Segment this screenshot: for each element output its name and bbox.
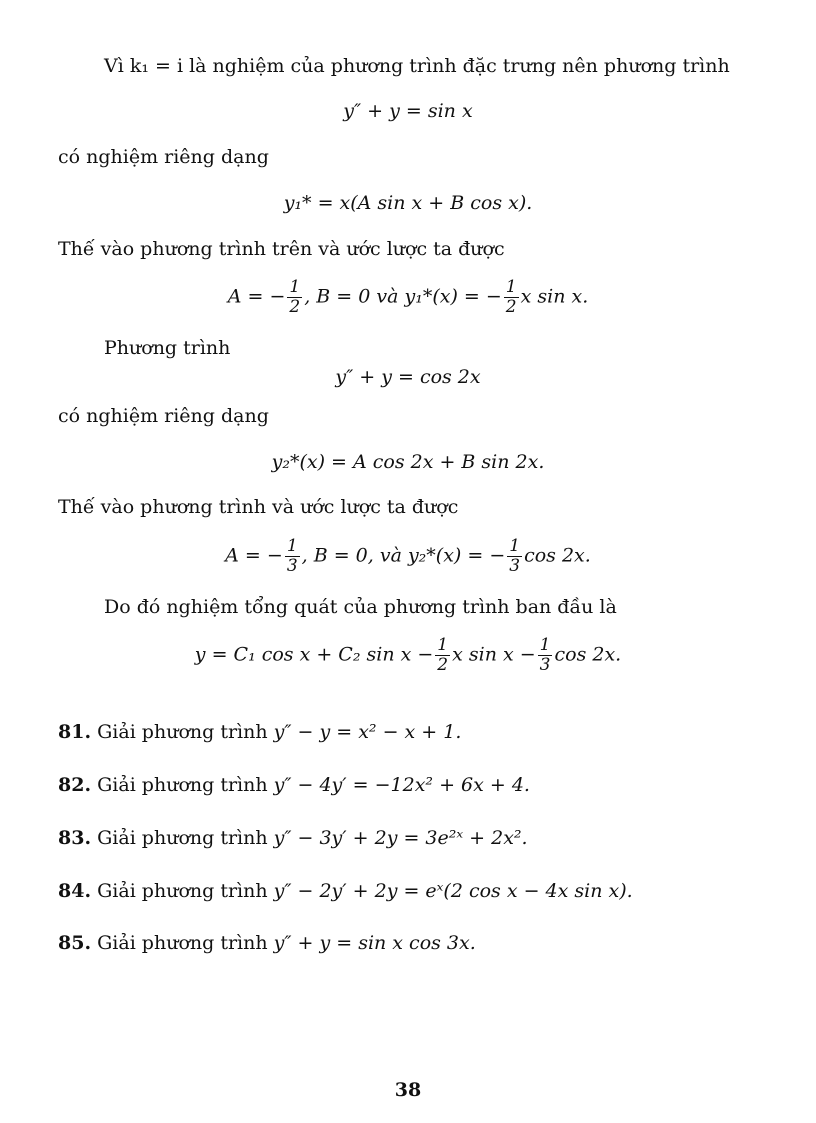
particular-solution-form-2: y₂*(x) = A cos 2x + B sin 2x. — [271, 451, 545, 473]
form-label-2: có nghiệm riêng dạng — [58, 405, 269, 427]
fraction-general-1: $\frac{1}{2}$ — [437, 635, 449, 675]
general-solution-label: Do đó nghiệm tổng quát của phương trình ban đầu là — [104, 596, 617, 618]
substitution-label-1: Thế vào phương trình trên và ước lược ta được — [58, 238, 505, 260]
exercise-81: 81. Giải phương trình y″ − y = x² − x + 1. — [58, 721, 462, 743]
general-lhs: y = C₁ cos x + C₂ sin x − — [194, 643, 434, 666]
fraction-one-half: $\frac{1}{2}$ — [289, 277, 301, 317]
result-2 — [0, 537, 816, 576]
fraction-one-third: $\frac{1}{3}$ — [286, 536, 298, 576]
result-1 — [0, 278, 816, 317]
general-solution — [0, 636, 816, 675]
equation-1: y″ + y = sin x — [343, 100, 473, 122]
page-number: 38 — [394, 1079, 422, 1101]
result-2-tail: cos 2x. — [524, 544, 591, 567]
exercise-85: 85. Giải phương trình y″ + y = sin x cos 3x. — [58, 932, 476, 954]
exercise-84: 84. Giải phương trình y″ − 2y′ + 2y = eˣ(2 cos x − 4x sin x). — [58, 880, 633, 902]
equation-2: y″ + y = cos 2x — [335, 366, 481, 388]
exercise-83: 83. Giải phương trình y″ − 3y′ + 2y = 3e²ˣ + 2x². — [58, 827, 528, 849]
fraction-general-2: $\frac{1}{3}$ — [539, 635, 551, 675]
result-2-mid: , B = 0, và y₂*(x) = − — [301, 544, 506, 567]
part2-label: Phương trình — [104, 337, 231, 359]
result-1-a-lhs: A = − — [227, 285, 286, 308]
particular-solution-form-1: y₁* = x(A sin x + B cos x). — [283, 192, 533, 214]
general-mid: x sin x − — [452, 643, 536, 666]
fraction-one-half-2: $\frac{1}{2}$ — [505, 277, 517, 317]
intro-sentence: Vì k₁ = i là nghiệm của phương trình đặc trưng nên phương trình — [104, 55, 730, 77]
general-tail: cos 2x. — [554, 643, 622, 666]
result-1-tail: x sin x. — [520, 285, 589, 308]
result-2-a-lhs: A = − — [225, 544, 283, 567]
result-1-mid: , B = 0 và y₁*(x) = − — [304, 285, 502, 308]
form-label-1: có nghiệm riêng dạng — [58, 146, 269, 168]
substitution-label-2: Thế vào phương trình và ước lược ta được — [58, 496, 459, 518]
exercise-82: 82. Giải phương trình y″ − 4y′ = −12x² + 6x + 4. — [58, 774, 530, 796]
fraction-one-third-2: $\frac{1}{3}$ — [509, 536, 521, 576]
